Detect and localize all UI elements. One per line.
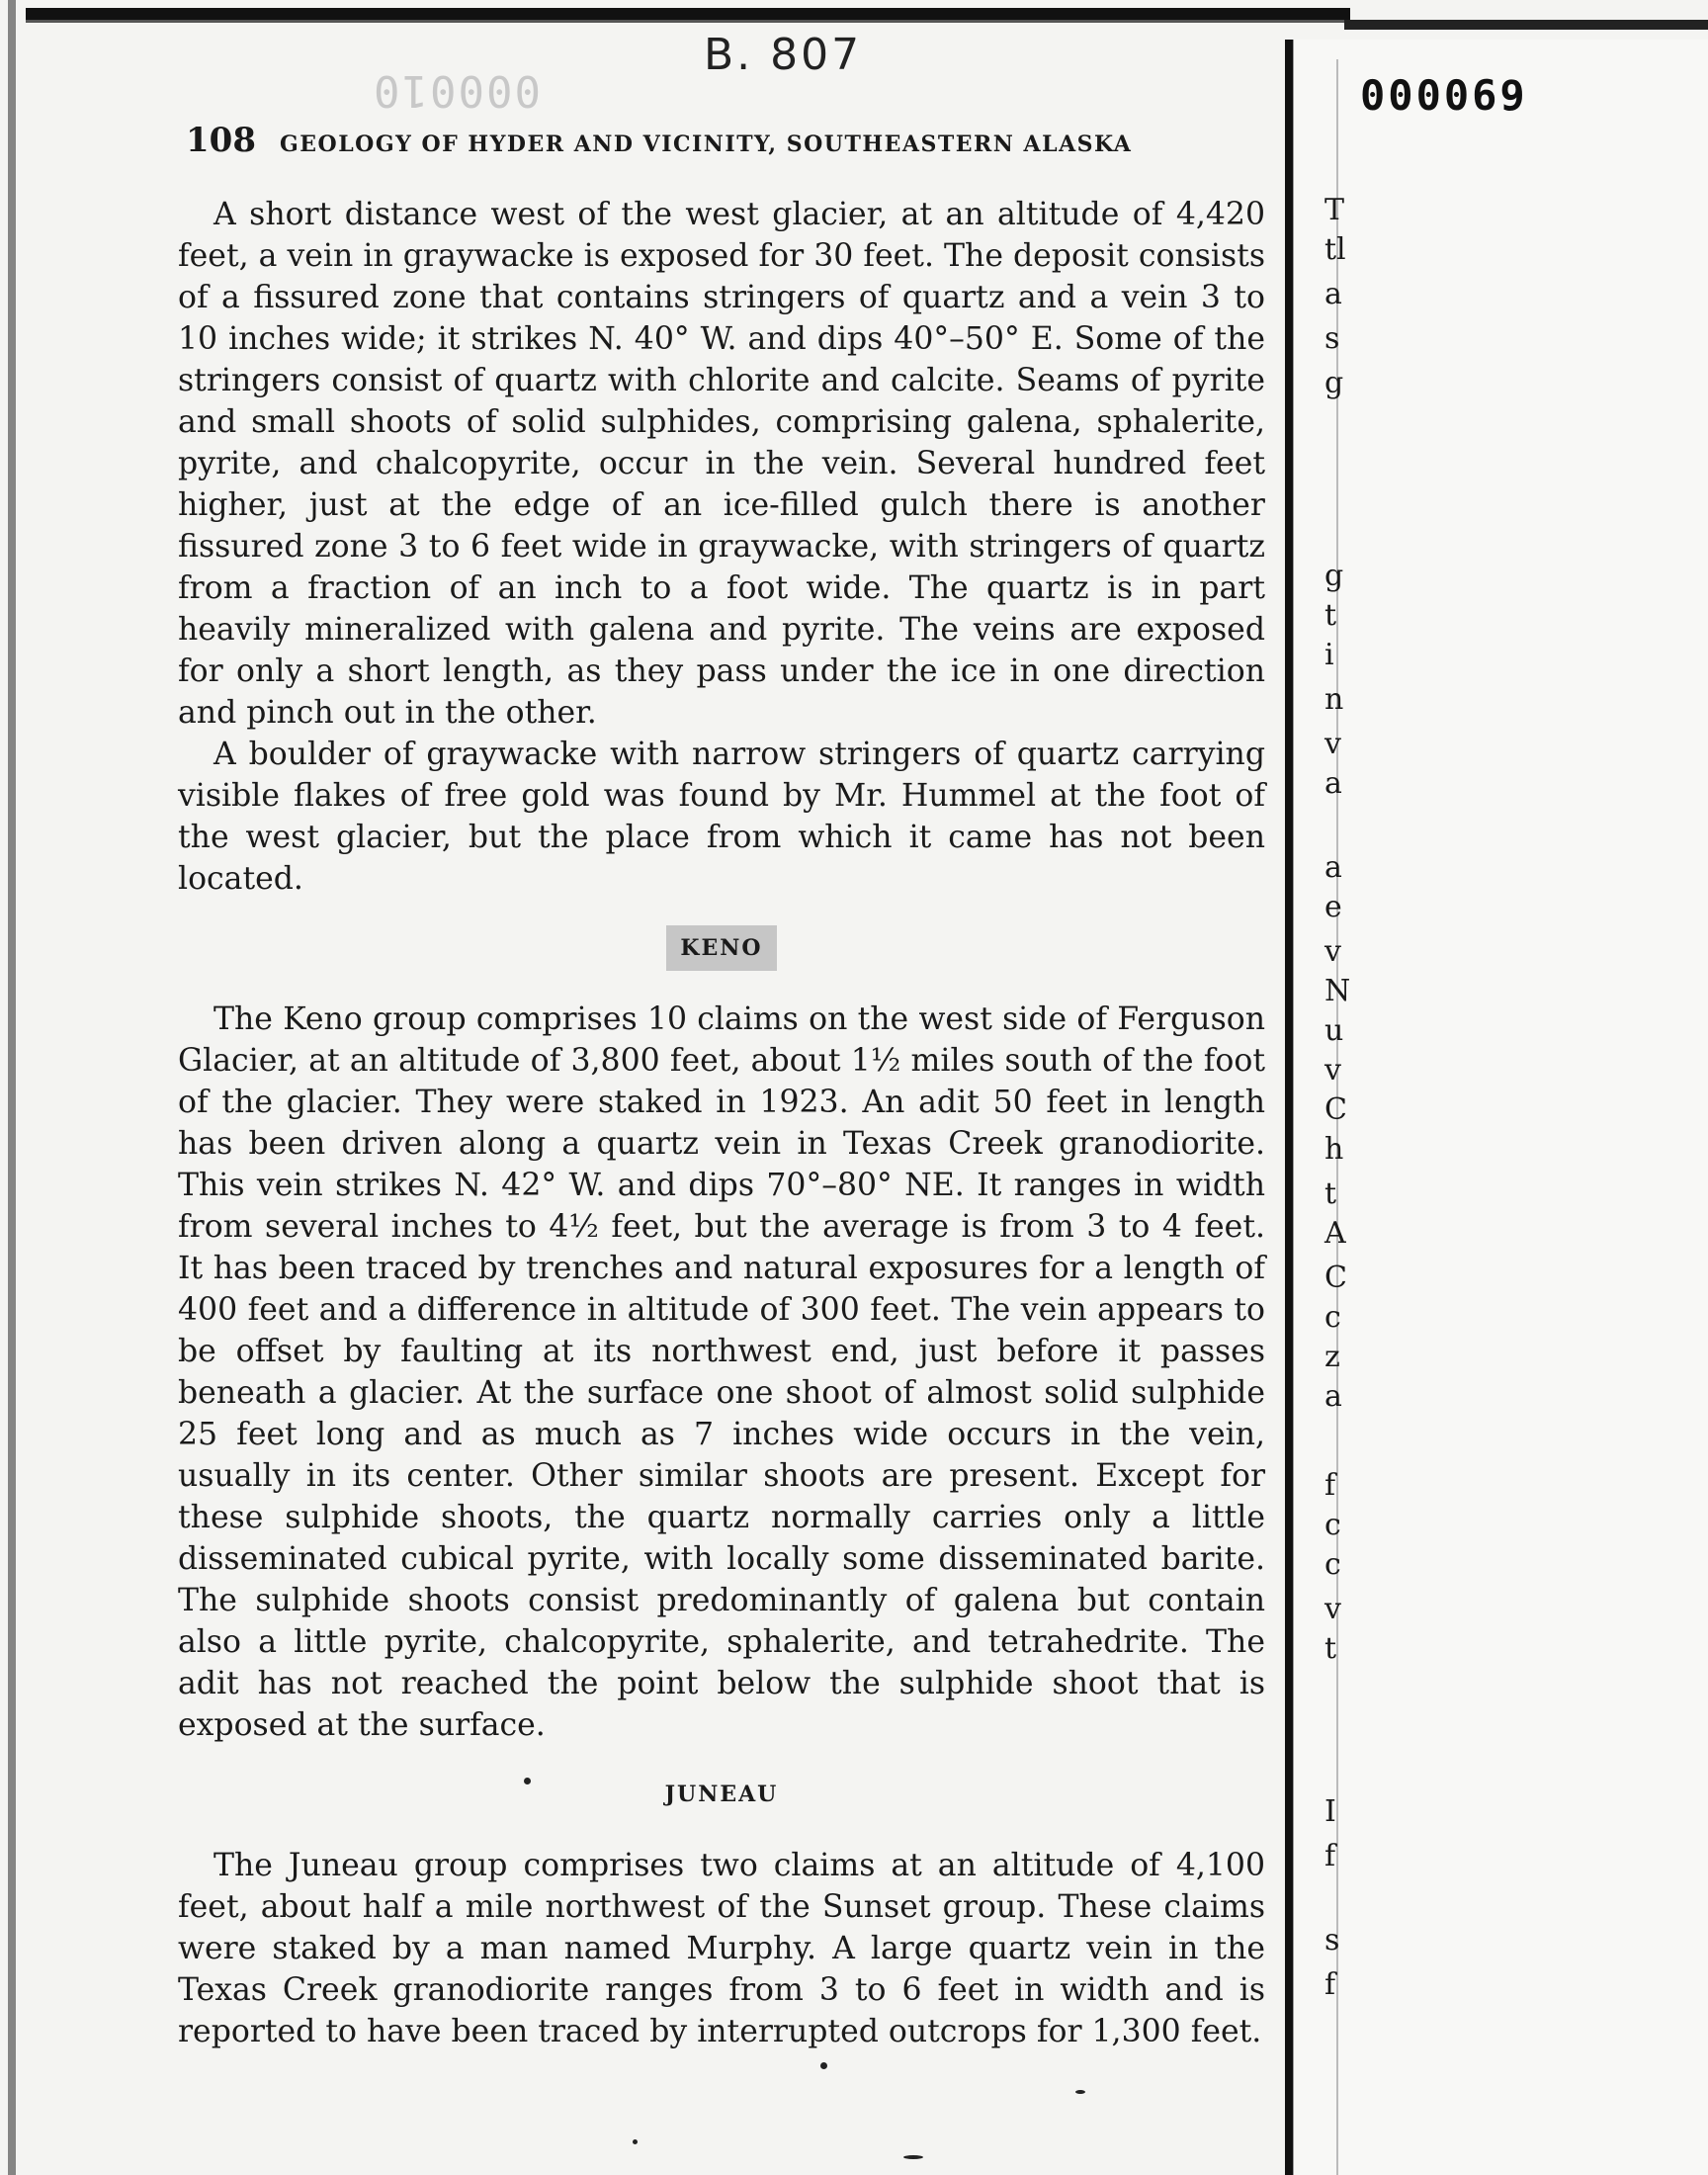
adjacent-page-letter: v xyxy=(1324,1053,1341,1088)
faded-stamp-number: 000010 xyxy=(372,65,541,116)
adjacent-page-letter: h xyxy=(1324,1132,1344,1167)
page-right-edge xyxy=(1285,40,1293,2175)
paragraph-boulder: A boulder of graywacke with narrow stringers of quartz carrying visible flakes of free gold was found by Mr. Hummel at the foot of the west glacier, but the place from which it came has not been located. xyxy=(178,737,1265,897)
adjacent-page-letter: g xyxy=(1324,559,1344,593)
adjacent-page-letter: c xyxy=(1324,1508,1341,1542)
section-heading-keno xyxy=(178,925,1265,971)
adjacent-page-letter: c xyxy=(1324,1300,1341,1335)
adjacent-page-fragments xyxy=(1324,0,1364,2175)
adjacent-page-letter: s xyxy=(1324,321,1340,356)
adjacent-page-letter: s xyxy=(1324,1923,1340,1958)
adjacent-page-letter: n xyxy=(1324,682,1344,717)
scan-speck xyxy=(1075,2090,1085,2094)
adjacent-page-letter: t xyxy=(1324,1176,1337,1211)
adjacent-page-letter: t xyxy=(1324,1631,1337,1666)
scan-speck xyxy=(524,1778,531,1784)
running-head xyxy=(186,121,1204,160)
adjacent-page-letter: C xyxy=(1324,1092,1347,1127)
handwritten-reference: B. 807 xyxy=(704,30,863,80)
adjacent-page-letter: v xyxy=(1324,1592,1341,1626)
adjacent-page-letter: f xyxy=(1324,1967,1336,2002)
adjacent-page-letter: t xyxy=(1324,598,1337,633)
adjacent-page-letter: e xyxy=(1324,890,1342,924)
adjacent-page-letter: a xyxy=(1324,850,1342,885)
adjacent-page-letter: a xyxy=(1324,766,1342,801)
overlay-top-border xyxy=(1344,20,1708,30)
paragraph-juneau: The Juneau group comprises two claims at an altitude of 4,100 feet, about half a mile northwest of the Sunset group. These claims were staked by a man named Murphy. A large quartz vein in the Texas Creek granodiorite ranges from 3 to 6 feet in width and is reported to have been traced by interrupted outcrops for 1,300 feet. xyxy=(178,1848,1265,2049)
scan-speck xyxy=(903,2155,923,2159)
adjacent-page-letter: g xyxy=(1324,366,1344,400)
body-text xyxy=(178,194,1265,2052)
adjacent-page-letter: a xyxy=(1324,1379,1342,1414)
adjacent-page-letter: f xyxy=(1324,1468,1336,1503)
adjacent-page-letter: z xyxy=(1324,1340,1340,1374)
paragraph-keno: The Keno group comprises 10 claims on the west side of Ferguson Glacier, at an altitude of 3,800 feet, about 1½ miles south of the foot of the glacier. They were staked in 1923. An adit 50 feet in length has been driven along a quartz vein in Texas Creek granodiorite. This vein strikes N. 42° W. and dips 70°–80° NE. It ranges in width from several inches to 4½ feet, but the average is from 3 to 4 feet. It has been traced by trenches and natural exposures for a length of 400 feet and a difference in altitude of 300 feet. The vein appears to be offset by faulting at its northwest end, just before it passes beneath a glacier. At the surface one shoot of almost solid sulphide 25 feet long and as much as 7 inches wide occurs in the vein, usually in its center. Other similar shoots are present. Except for these sulphide shoots, the quartz normally carries only a little disseminated cubical pyrite, with locally some disseminated barite. The sulphide shoots consist predominantly of galena but contain also a little pyrite, chalcopyrite, sphalerite, and tetrahedrite. The adit has not reached the point below the sulphide shoot that is exposed at the surface. xyxy=(178,1001,1265,1743)
adjacent-page-letter: C xyxy=(1324,1261,1347,1295)
adjacent-page-letter: A xyxy=(1324,1216,1346,1251)
adjacent-page-letter: T xyxy=(1324,193,1345,227)
adjacent-page-letter: v xyxy=(1324,934,1341,969)
page-number: 108 xyxy=(186,121,256,160)
scan-top-border xyxy=(26,8,1350,20)
adjacent-page-letter: v xyxy=(1324,727,1341,761)
adjacent-page-letter: c xyxy=(1324,1547,1341,1582)
scan-left-edge xyxy=(8,0,16,2175)
section-heading-juneau xyxy=(178,1772,1265,1817)
page-stamp-number: 000069 xyxy=(1360,71,1528,120)
adjacent-page-letter: a xyxy=(1324,277,1342,311)
scan-top-border-shadow xyxy=(26,20,1350,23)
scan-speck xyxy=(820,2062,827,2069)
paragraph-west-glacier: A short distance west of the west glacier, at an altitude of 4,420 feet, a vein in graywacke is exposed for 30 feet. The deposit consists of a fissured zone that contains stringers of quartz and a vein 3 to 10 inches wide; it strikes N. 40° W. and dips 40°–50° E. Some of the stringers consist of quartz with chlorite and calcite. Seams of pyrite and small shoots of solid sulphides, comprising galena, sphalerite, pyrite, and chalcopyrite, occur in the vein. Several hundred feet higher, just at the edge of an ice-filled gulch there is another fissured zone 3 to 6 feet wide in graywacke, with stringers of quartz from a fraction of an inch to a foot wide. The quartz is in part heavily mineralized with galena and pyrite. The veins are exposed for only a short length, as they pass under the ice in one direction and pinch out in the other. xyxy=(178,197,1265,731)
adjacent-page-letter: i xyxy=(1324,638,1334,672)
juneau-heading-label: JUNEAU xyxy=(664,1782,779,1807)
adjacent-page-letter: f xyxy=(1324,1839,1336,1873)
adjacent-page-letter: u xyxy=(1324,1013,1344,1048)
keno-heading-label: KENO xyxy=(666,925,776,971)
adjacent-page-letter: tl xyxy=(1324,232,1346,267)
running-title: GEOLOGY OF HYDER AND VICINITY, SOUTHEASTERN ALASKA xyxy=(279,131,1133,157)
scan-speck xyxy=(633,2139,638,2144)
adjacent-page-letter: N xyxy=(1324,974,1351,1008)
adjacent-page-letter: I xyxy=(1324,1794,1336,1829)
